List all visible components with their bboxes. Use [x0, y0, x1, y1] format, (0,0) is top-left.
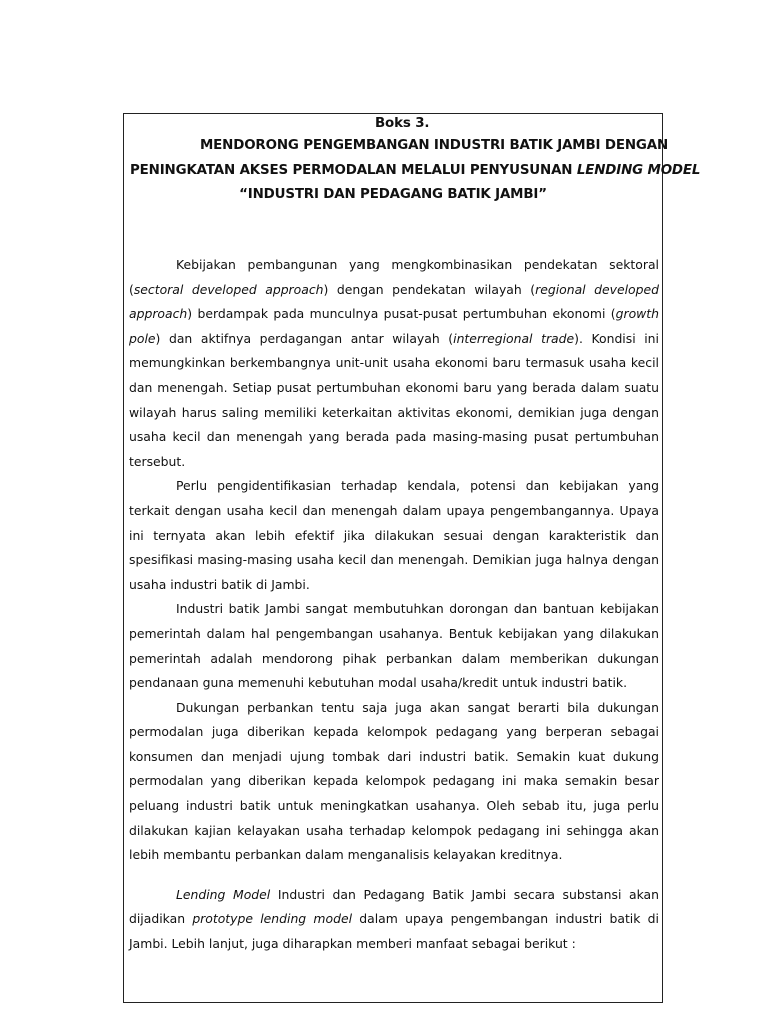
- paragraph-text: Kebijakan pembangunan yang mengkombinasikan pendekatan sektoral (: [129, 257, 659, 297]
- paragraph-text: Perlu pengidentifikasian terhadap kendala, potensi dan kebijakan yang terkait dengan usaha kecil dan menengah dalam upaya pengembangannya. Upaya ini ternyata akan lebih efektif jika dilakukan sesuai dengan karakteristik dan spesifikasi masing-masing usaha kecil dan menengah. Demikian juga halnya dengan usaha industri batik di Jambi.: [129, 478, 659, 592]
- body-text: [129, 253, 659, 957]
- paragraph-text: dalam upaya pengembangan industri batik di Jambi. Lebih lanjut, juga diharapkan memberi manfaat sebagai berikut :: [129, 911, 659, 952]
- italic-term: growth pole: [129, 306, 659, 346]
- title-line-3: “INDUSTRI DAN PEDAGANG BATIK JAMBI”: [239, 187, 547, 202]
- paragraph-text: ) dan aktifnya perdagangan antar wilayah (: [155, 330, 454, 346]
- paragraph-text: ). Kondisi ini memungkinkan berkembangnya unit-unit usaha ekonomi baru termasuk usaha kecil dan menengah. Setiap pusat pertumbuhan ekonomi baru yang berada dalam suatu wilayah harus saling memiliki keterkaitan aktivitas ekonomi, demikian juga dengan usaha kecil dan menengah yang berada pada masing-masing pusat pertumbuhan tersebut.: [129, 330, 659, 469]
- title-line-2: [130, 163, 700, 178]
- paragraph: [129, 253, 659, 474]
- paragraph-text: ) dengan pendekatan wilayah (: [323, 281, 536, 297]
- paragraph-text: Dukungan perbankan tentu saja juga akan sangat berarti bila dukungan permodalan juga diberikan kepada kelompok pedagang yang berperan sebagai konsumen dan menjadi ujung tombak dari industri batik. Semakin kuat dukung permodalan yang diberikan kepada kelompok pedagang ini maka semakin besar peluang industri batik untuk meningkatkan usahanya. Oleh sebab itu, juga perlu dilakukan kajian kelayakan usaha terhadap kelompok pedagang ini sehingga akan lebih membantu perbankan dalam menganalisis kelayakan kreditnya.: [129, 699, 659, 863]
- box-label: Boks 3.: [375, 116, 430, 131]
- paragraph-text: Industri batik Jambi sangat membutuhkan dorongan dan bantuan kebijakan pemerintah dalam hal pengembangan usahanya. Bentuk kebijakan yang dilakukan pemerintah adalah mendorong pihak perbankan dalam memberikan dukungan pendanaan guna memenuhi kebutuhan modal usaha/kredit untuk industri batik.: [129, 601, 659, 691]
- title-line-2-italic: LENDING MODEL: [576, 163, 701, 178]
- italic-term: prototype lending model: [192, 911, 353, 927]
- paragraph-text: ) berdampak pada munculnya pusat-pusat pertumbuhan ekonomi (: [187, 306, 616, 322]
- text-box-frame: [123, 113, 701, 1003]
- paragraph-text: Industri dan Pedagang Batik Jambi secara substansi akan dijadikan: [129, 886, 659, 927]
- title-line-2-text: PENINGKATAN AKSES PERMODALAN MELALUI PENYUSUNAN: [130, 163, 577, 178]
- italic-term: regional developed approach: [129, 281, 659, 322]
- paragraph: [129, 474, 659, 597]
- paragraph: [129, 696, 659, 868]
- paragraph: [129, 883, 659, 957]
- paragraph: [129, 597, 659, 695]
- title-line-1: MENDORONG PENGEMBANGAN INDUSTRI BATIK JAMBI DENGAN: [200, 138, 669, 153]
- italic-term: Lending Model: [176, 886, 271, 902]
- italic-term: interregional trade: [453, 330, 575, 346]
- italic-term: sectoral developed approach: [133, 281, 324, 297]
